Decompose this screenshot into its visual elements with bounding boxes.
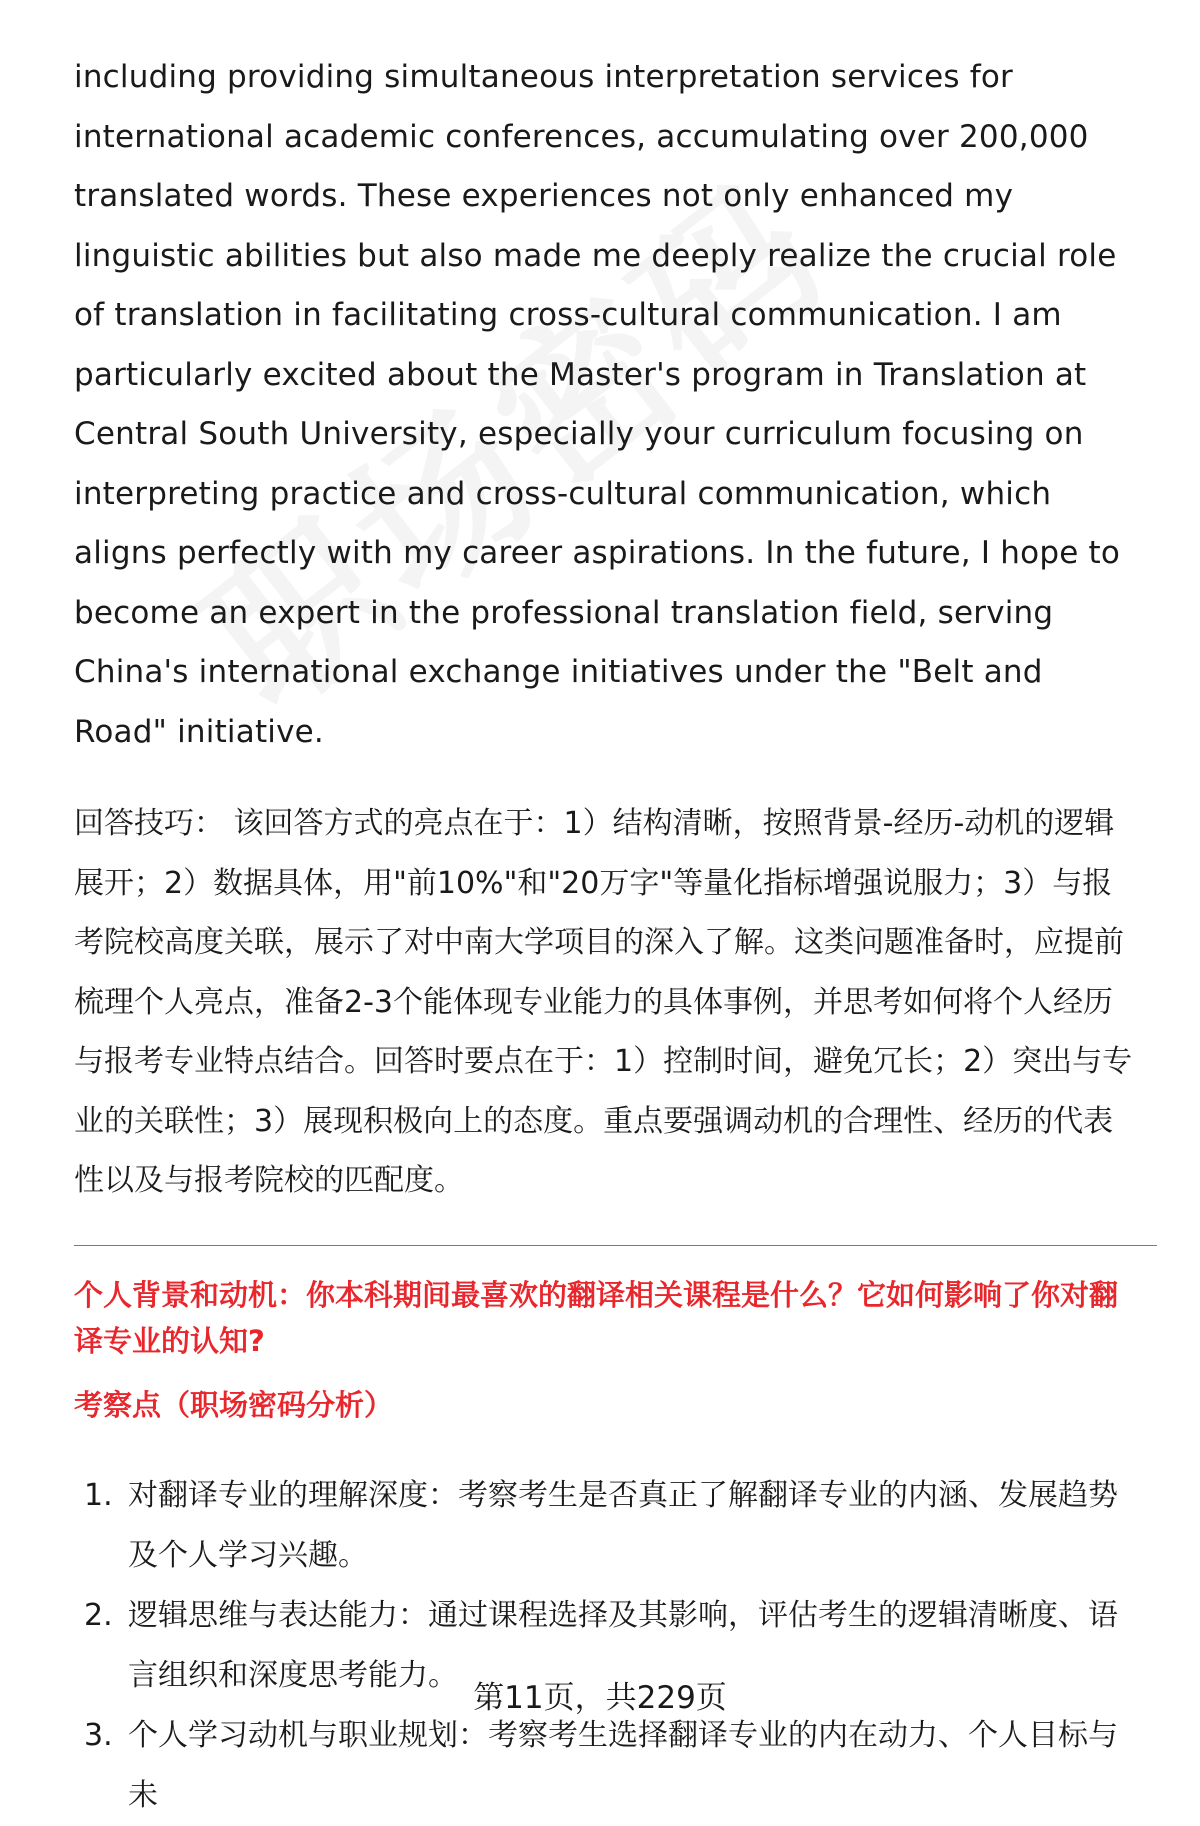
- page-number-footer: 第11页，共229页: [473, 1680, 727, 1716]
- list-item-text: 个人学习动机与职业规划：考察考生选择翻译专业的内在动力、个人目标与未: [128, 1717, 1118, 1813]
- list-item: [74, 1706, 1136, 1826]
- list-item-text: 逻辑思维与表达能力：通过课程选择及其影响，评估考生的逻辑清晰度、语言组织和深度思考能力。: [128, 1597, 1118, 1693]
- list-item-text: 对翻译专业的理解深度：考察考生是否真正了解翻译专业的内涵、发展趋势及个人学习兴趣。: [128, 1477, 1118, 1573]
- assessment-points-list: [74, 1466, 1136, 1826]
- document-page: [74, 48, 1136, 1826]
- list-item: [74, 1466, 1136, 1586]
- question-heading: 个人背景和动机：你本科期间最喜欢的翻译相关课程是什么？它如何影响了你对翻译专业的认知?: [74, 1277, 1119, 1358]
- list-item-number: 2.: [84, 1597, 113, 1633]
- list-item-number: 1.: [84, 1477, 113, 1513]
- section-divider: [74, 1245, 1157, 1246]
- answer-tip-paragraph: 回答技巧： 该回答方式的亮点在于：1）结构清晰，按照背景-经历-动机的逻辑展开；2）数据具体，用"前10%"和"20万字"等量化指标增强说服力；3）与报考院校高度关联，展示了对中南大学项目的深入了解。这类问题准备时，应提前梳理个人亮点，准备2-3个能体现专业能力的具体事例，并思考如何将个人经历与报考专业特点结合。回答时要点在于：1）控制时间，避免冗长；2）突出与专业的关联性；3）展现积极向上的态度。重点要强调动机的合理性、经历的代表性以及与报考院校的匹配度。: [74, 806, 1133, 1198]
- assessment-points-heading: 考察点（职场密码分析）: [74, 1387, 394, 1422]
- english-paragraph: including providing simultaneous interpretation services for international academic conferences, accumulating over 200,000 translated words. These experiences not only enhanced my linguistic abilities but also made me deeply realize the crucial role of translation in facilitating cross-cultural communication. I am particularly excited about the Master's program in Translation at Central South University, especially your curriculum focusing on interpreting practice and cross-cultural communication, which aligns perfectly with my career aspirations. In the future, I hope to become an expert in the professional translation field, serving China's international exchange initiatives under the "Belt and Road" initiative.: [74, 59, 1121, 750]
- list-item-number: 3.: [84, 1717, 113, 1753]
